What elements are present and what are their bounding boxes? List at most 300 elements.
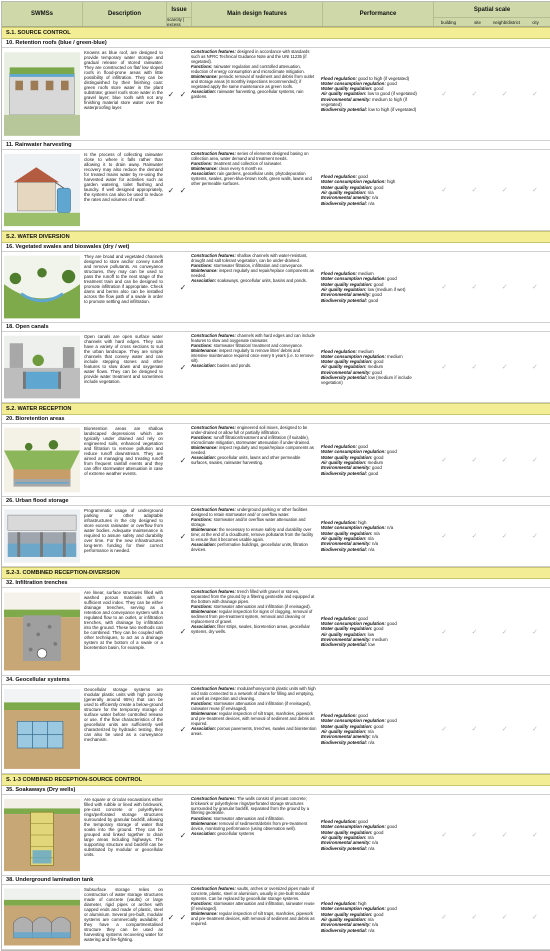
performance-item	[321, 201, 427, 206]
performance-item	[321, 642, 427, 647]
performance-key: Water consumption regulation:	[321, 80, 386, 86]
issue-cell	[165, 424, 189, 496]
performance-cell	[319, 795, 429, 875]
performance-value: good to high (if vegetated)	[356, 75, 410, 81]
spatial-city-check: ✓	[531, 187, 538, 194]
performance-value: good	[385, 824, 397, 830]
performance-value: n/a	[370, 541, 379, 547]
design-features	[189, 424, 319, 496]
performance-item	[321, 471, 427, 476]
soakaway-icon	[2, 795, 82, 875]
design-feature-value: stormwater filtration/ treatment and conveyance.	[212, 343, 303, 349]
spatial-scale-cell	[429, 685, 550, 773]
spatial-site-check: ✓	[471, 726, 478, 733]
spatial-neighb-check: ✓	[501, 91, 508, 98]
design-feature-value: regular inspection of silt traps, manholes, pipework and pre-treatment devices, with removal of sediment and debris as required.	[191, 910, 315, 926]
issue-excess-check: ✓	[179, 185, 187, 195]
performance-key: Flood regulation:	[321, 819, 357, 825]
issue-excess-check: ✓	[179, 912, 187, 922]
design-feature-value: rain gardens, geocellular units, phytodepuration systems, swales, green-blue-brown roofs, green walls, lawns and other permeable surfaces.	[191, 171, 312, 187]
flood-storage-icon	[2, 506, 82, 566]
design-feature-value: clean every 6 month ex.	[217, 166, 264, 172]
infiltration-trench-icon	[2, 588, 82, 675]
issue-scarcity-check	[165, 252, 177, 322]
design-feature-key: Maintenance:	[191, 268, 218, 274]
performance-cell	[319, 685, 429, 773]
geocellular-icon	[2, 685, 82, 773]
design-feature-value: designed in accordance with standards such as NFRC Technical Guidance Note and the UNI 11235 (if vegetated).	[191, 49, 310, 64]
spatial-city-check: ✓	[531, 832, 538, 839]
performance-key: Biodiversity potential:	[321, 200, 368, 206]
design-feature-key: Functions:	[191, 343, 213, 349]
design-feature-item	[191, 610, 317, 624]
performance-value: good	[372, 281, 384, 287]
performance-value: good	[385, 449, 397, 455]
design-feature-key: Maintenance:	[191, 348, 218, 354]
performance-key: Water consumption regulation:	[321, 824, 386, 830]
design-feature-key: Construction features:	[191, 589, 236, 594]
description-text: Open canals are open surface water channels with hard edges. They can have a variety of cross sections to suit the urban landscape. They are simple channels that convey water and can include stepping stones and other features to slow down and oxygenate water flows. They can be designed to provide water treatment and sometimes include vegetation.	[84, 334, 163, 385]
performance-value: n/a	[366, 536, 374, 541]
design-feature-item	[191, 797, 317, 816]
performance-value: medium	[356, 271, 374, 277]
performance-key: Water consumption regulation:	[321, 906, 386, 912]
design-feature-value: performative buildings, geocellular units, filtration devices.	[191, 541, 308, 552]
performance-key: Environmental amenity:	[321, 369, 371, 375]
performance-value: medium	[385, 353, 403, 359]
swmss-title: 38. Underground lamination tank	[2, 876, 550, 885]
spatial-scale-cell	[429, 332, 550, 402]
spatial-city-check: ✓	[531, 533, 538, 540]
description-text: Subsurface storage relies on construction of water storage structures made of concrete (vaults) or large diameter, rigid pipes or arches with capped ends and made of plastic, steel or aluminium. Several pre-built, modular systems are commercially available; if they have a compartmentalised structure they can be used as harvesting systems recovering water for watering and fire-fighting.	[84, 887, 163, 943]
lamination-tank-icon	[2, 885, 82, 949]
spatial-city-check: ✓	[531, 628, 538, 636]
performance-key: Water quality regulation:	[321, 829, 373, 835]
performance-value: medium	[356, 348, 374, 354]
performance-item	[321, 740, 427, 745]
design-feature-value: soakaways, geocellular units, basins and ponds.	[216, 278, 307, 284]
design-feature-key: Construction features:	[191, 507, 236, 512]
performance-key: Flood regulation:	[321, 615, 357, 621]
design-feature-value: stormwater filtration, infiltration and conveyance.	[212, 263, 304, 269]
performance-key: Air quality regulation:	[321, 835, 367, 840]
performance-key: Environmental amenity:	[321, 636, 371, 642]
spatial-building-check: ✓	[441, 832, 448, 839]
spatial-building-check: ✓	[441, 726, 448, 733]
issue-cell	[165, 685, 189, 773]
green-roof-icon	[2, 48, 82, 140]
performance-key: Flood regulation:	[321, 444, 357, 450]
design-feature-key: Functions:	[191, 603, 213, 609]
spatial-city-check: ✓	[531, 364, 538, 371]
design-feature-key: Construction features:	[191, 686, 236, 691]
section-header: S.1. SOURCE CONTROL	[2, 27, 550, 39]
performance-key: Biodiversity potential:	[321, 297, 368, 303]
design-feature-value: channels with hard edges and can include features to slow and oxygenate rainwater.	[191, 333, 316, 343]
design-feature-item	[191, 912, 317, 926]
performance-value: n/a	[367, 739, 375, 745]
design-feature-value: filter strips, swales, bioretention areas, geocellular systems, dry wells.	[191, 623, 310, 634]
performance-cell	[319, 150, 429, 230]
design-features	[189, 885, 319, 949]
performance-key: Air quality regulation:	[321, 729, 367, 734]
performance-key: Environmental amenity:	[321, 96, 371, 102]
swmss-title: 11. Rainwater harvesting	[2, 141, 550, 150]
performance-value: good	[356, 444, 368, 450]
performance-value: good	[372, 184, 384, 190]
issue-scarcity-check: ✓	[167, 89, 175, 99]
performance-key: Air quality regulation:	[321, 631, 367, 637]
design-feature-item	[191, 456, 317, 466]
design-feature-value: shallow channels with water-resistant, drought and salt tolerant vegetation, can be under-drained.	[191, 253, 308, 263]
issue-excess-check: ✓	[179, 455, 187, 465]
performance-value: good	[367, 297, 379, 303]
performance-key: Air quality regulation:	[321, 536, 367, 541]
performance-item	[321, 846, 427, 851]
performance-value: high	[385, 179, 396, 185]
description-text: Are square or circular excavations either filled with rubble or lined with brickwork, pre-cast concrete or polyethylene rings/perforated storage structures surrounded by granular backfill, allowing the temporary storage of water that soaks into the ground. They can be grouped and linked together to drain large areas including highways. The supporting structure and backfill can be substituted by modular or geocellular units.	[84, 797, 163, 858]
performance-value: n/a	[367, 546, 375, 552]
design-feature-value: engineered soil mixes, designed to be under-drained or allow full or partially infiltration.	[191, 425, 308, 435]
design-feature-key: Association:	[191, 278, 217, 284]
table-row	[2, 48, 550, 141]
design-feature-value: periodic removal of sediment and debris from outlet and storage areas (6 monthly inspections recommended); if vegetated apply the same maintenance as green roofs.	[191, 73, 315, 89]
spatial-neighb-check: ✓	[501, 726, 508, 733]
design-feature-key: Maintenance:	[191, 910, 218, 916]
header-issue	[167, 2, 192, 26]
performance-value: low to high (if vegetated)	[367, 107, 417, 113]
performance-key: Flood regulation:	[321, 713, 357, 719]
performance-cell	[319, 424, 429, 496]
performance-cell	[319, 885, 429, 949]
design-features	[189, 252, 319, 322]
performance-value: good	[356, 615, 368, 621]
performance-key: Water consumption regulation:	[321, 525, 386, 531]
header-spatial-building: building	[440, 19, 457, 25]
design-feature-key: Association:	[191, 725, 217, 731]
performance-key: Environmental amenity:	[321, 734, 371, 740]
performance-key: Environmental amenity:	[321, 292, 371, 298]
spatial-building-check: ✓	[441, 457, 448, 464]
performance-key: Water quality regulation:	[321, 911, 373, 917]
performance-value: good	[370, 465, 382, 471]
performance-value: good	[385, 906, 397, 912]
performance-item	[321, 97, 427, 108]
spatial-building-check: ✓	[441, 364, 448, 371]
design-feature-key: Construction features:	[191, 425, 236, 430]
issue-cell	[165, 150, 189, 230]
issue-cell	[165, 48, 189, 140]
design-feature-value: runoff filtration/treatment and infiltration (if suitable), microclimate mitigation, stormwater attenuation if under-drained.	[191, 435, 311, 445]
spatial-neighb-check: ✓	[501, 457, 508, 464]
performance-value: good	[372, 454, 384, 460]
table-header	[2, 2, 550, 27]
performance-key: Flood regulation:	[321, 75, 357, 81]
performance-key: Environmental amenity:	[321, 922, 371, 928]
performance-value: good	[372, 86, 384, 92]
design-feature-value: modular/honeycomb plastic units with high void ratio connected to a network of drains for filling and emptying, as well as inspection and cleaning.	[191, 686, 316, 701]
design-feature-value: inspect regularly and repair/replace components as needed.	[191, 268, 314, 279]
spatial-site-check: ✓	[471, 533, 478, 540]
design-feature-key: Maintenance:	[191, 710, 218, 716]
performance-value: good	[370, 369, 382, 375]
design-features	[189, 795, 319, 875]
design-feature-key: Association:	[191, 171, 217, 177]
issue-scarcity-check	[165, 424, 177, 496]
design-feature-value: geocellular systems	[216, 830, 255, 836]
design-feature-item	[191, 279, 317, 284]
spatial-scale-cell	[429, 588, 550, 675]
spatial-site-check: ✓	[471, 364, 478, 371]
table-row	[2, 588, 550, 676]
design-feature-item	[191, 727, 317, 737]
spatial-city-check: ✓	[531, 914, 538, 921]
performance-value: good	[385, 718, 397, 724]
performance-value: good	[372, 359, 384, 365]
description-text: Programmatic usage of underground parking or other adaptable infrastructures in the city designed to store excess rainwater or overflow from water bodies. Adequate maintenance is required to assure safety and durability over time. For the new infrastructures long-term funding for their correct performance is needed.	[84, 508, 163, 554]
design-feature-value: inspect regularly and repair/replace components as needed.	[191, 445, 314, 455]
description-text: Is the process of collecting rainwater close to where it falls rather than allowing it to drain away. Rainwater recovery may also reduce the demand for treated mains water by re-using the harvested water for activities such as garden watering, toilet flushing and laundry. If well designed appropriately, the systems can also be used to reduce the rates and volumes of runoff.	[84, 152, 163, 203]
design-feature-value: treatment and collection of rainwater.	[212, 161, 283, 167]
design-feature-key: Association:	[191, 830, 217, 836]
spatial-site-check: ✓	[471, 628, 478, 636]
issue-cell	[165, 332, 189, 402]
performance-item	[321, 375, 427, 386]
performance-key: Air quality regulation:	[321, 190, 367, 195]
table-row	[2, 252, 550, 323]
design-feature-key: Maintenance:	[191, 609, 218, 615]
design-feature-value: vaults, arches or oversized pipes made of concrete, plastic, steel or aluminium, usually in pre-built modular systems. Can be replaced by geocellular storage systems.	[191, 886, 315, 901]
performance-value: n/a	[370, 195, 379, 201]
performance-value: n/a	[370, 734, 379, 740]
design-feature-key: Functions:	[191, 700, 213, 706]
swmss-title: 18. Open canals	[2, 323, 550, 332]
issue-cell	[165, 588, 189, 675]
description-text: They are broad and vegetated channels designed to store and/or convey runoff and remove pollutants. As conveyance structures, they may can be used to pass the runoff to the next stage of the treatment train and can be designed to promote infiltration if appropriate. Check dams and berms also can be installed across the flow path of a swale in order to promote settling and infiltration.	[84, 254, 163, 305]
header-performance: Performance	[323, 2, 434, 26]
spatial-building-check: ✓	[441, 187, 448, 194]
open-canal-icon	[2, 332, 82, 402]
issue-excess-check: ✓	[179, 531, 187, 541]
design-features	[189, 48, 319, 140]
performance-value: medium	[366, 364, 384, 370]
design-feature-key: Functions:	[191, 435, 213, 441]
design-feature-key: Association:	[191, 363, 217, 369]
design-feature-value: basins and ponds.	[216, 363, 252, 369]
performance-value: high	[356, 520, 367, 526]
design-feature-value: removal of sediments/debris from pre-treatment device, monitoring performance (using observation well).	[191, 820, 308, 831]
issue-scarcity-check	[165, 506, 177, 566]
performance-value: good	[372, 723, 384, 729]
performance-key: Air quality regulation:	[321, 287, 367, 292]
design-feature-value: regular inspection for signs of clogging, removal of sediment from pre-treatment system, removal and cleaning or replacement of gravel.	[191, 609, 313, 624]
performance-key: Water quality regulation:	[321, 184, 373, 190]
section-header: S.2. WATER DIVERSION	[2, 231, 550, 243]
design-feature-key: Construction features:	[191, 49, 236, 54]
design-feature-key: Functions:	[191, 161, 213, 167]
performance-value: medium to high (if vegetated)	[321, 96, 407, 107]
swmss-title: 16. Vegetated swales and bioswales (dry / wet)	[2, 243, 550, 252]
design-feature-value: inspect regularly to remove litter/ debris and intensive maintenance required once every 5 years (i.e. to remove silt).	[191, 348, 314, 363]
spatial-neighb-check: ✓	[501, 533, 508, 540]
performance-value: n/a	[366, 835, 374, 840]
performance-key: Flood regulation:	[321, 520, 357, 526]
performance-key: Air quality regulation:	[321, 917, 367, 922]
design-feature-key: Maintenance:	[191, 820, 218, 826]
performance-value: low	[367, 642, 375, 648]
performance-key: Flood regulation:	[321, 901, 357, 907]
performance-value: good	[356, 713, 368, 719]
design-feature-value: stormwater and/or overflow water attenuation and storage.	[191, 517, 306, 527]
spatial-neighb-check: ✓	[501, 284, 508, 291]
header-spatial-city: city	[532, 19, 539, 25]
design-feature-value: The walls consist of precast concrete; brickwork or polyethylene rings/perforated storage structures surrounded by granular backfill, separated from the ground by a filtering geotextile.	[191, 796, 310, 816]
design-features	[189, 150, 319, 230]
design-feature-item	[191, 364, 317, 369]
section-header: S.2-3. COMBINED RECEPTION-DIVERSION	[2, 567, 550, 579]
spatial-city-check: ✓	[531, 284, 538, 291]
design-feature-key: Maintenance:	[191, 445, 218, 451]
design-feature-item	[191, 543, 317, 553]
description-text: Knowns as blue roof, are designed to provide temporary water storage and gradual release of stored rainwater. They are constructed on flat/ low sloped roofs in flood-prone areas with little possibility of infiltration. They can be distinguished by their finishing coat: green roofs store water in the plant substrate; gravel roofs store water in the gravel layer; blue roofs with not any finishing material store water over the waterproofing layer.	[84, 50, 163, 111]
rainwater-tank-icon	[2, 150, 82, 230]
design-feature-item	[191, 832, 317, 837]
performance-cell	[319, 48, 429, 140]
design-feature-item	[191, 528, 317, 542]
design-feature-value: porous pavements, trenches, swales and bioretention areas.	[191, 725, 317, 736]
issue-excess-check: ✓	[179, 830, 187, 840]
performance-key: Water consumption regulation:	[321, 276, 386, 282]
performance-value: good	[372, 829, 384, 835]
swmss-table	[1, 1, 550, 951]
design-feature-key: Construction features:	[191, 333, 236, 338]
design-feature-value: series of elements designed basing on collection area, water demand and treatment needs.	[191, 151, 309, 161]
design-feature-key: Functions:	[191, 63, 213, 69]
performance-key: Environmental amenity:	[321, 195, 371, 201]
performance-item	[321, 107, 427, 112]
performance-key: Biodiversity potential:	[321, 642, 368, 648]
header-spatial-scale	[434, 2, 550, 26]
performance-cell	[319, 506, 429, 566]
performance-key: Water consumption regulation:	[321, 353, 386, 359]
issue-cell	[165, 506, 189, 566]
performance-cell	[319, 588, 429, 675]
spatial-scale-cell	[429, 150, 550, 230]
performance-value: low (medium if wet)	[366, 287, 406, 292]
design-feature-value: stormwater attenuation and infiltration (if envisaged).	[212, 603, 311, 609]
performance-key: Water quality regulation:	[321, 281, 373, 287]
performance-value: n/a	[367, 845, 375, 851]
design-feature-key: Association:	[191, 623, 217, 629]
design-feature-item	[191, 687, 317, 701]
issue-scarcity-check	[165, 588, 177, 675]
spatial-city-check: ✓	[531, 457, 538, 464]
table-row	[2, 885, 550, 950]
design-feature-value: stormwater attenuation and infiltration, rainwater reuse (if envisaged).	[191, 900, 315, 911]
performance-key: Water quality regulation:	[321, 454, 373, 460]
design-feature-value: rainwater harvesting, geocellular systems, rain gardens.	[191, 88, 304, 99]
spatial-scale-cell	[429, 252, 550, 322]
description-text: Bioretention areas are shallow landscaped depressions which are typically under drained and rely on engineered soils, enhanced vegetation and filtration to remove pollution and reduce runoff downstream. They are aimed at managing and treating runoff from frequent rainfall events and they can offer stormwater attenuation in case of extreme weather events.	[84, 426, 163, 477]
performance-key: Environmental amenity:	[321, 541, 371, 547]
design-feature-key: Functions:	[191, 263, 213, 269]
performance-value: n/a	[366, 729, 374, 734]
performance-key: Air quality regulation:	[321, 91, 367, 97]
performance-key: Biodiversity potential:	[321, 739, 368, 745]
swmss-title: 34. Geocellular systems	[2, 676, 550, 685]
performance-value: good	[356, 174, 368, 180]
design-feature-item	[191, 75, 317, 89]
design-feature-key: Maintenance:	[191, 527, 218, 533]
performance-value: low (medium if include vegetation)	[321, 374, 412, 386]
performance-key: Flood regulation:	[321, 348, 357, 354]
design-feature-value: stormwater attenuation and infiltration (if envisaged), rainwater reuse (if envisaged).	[191, 700, 311, 711]
swmss-title: 20. Bioretention areas	[2, 415, 550, 424]
performance-key: Biodiversity potential:	[321, 107, 368, 113]
spatial-city-check: ✓	[531, 91, 538, 98]
spatial-building-check: ✓	[441, 628, 448, 636]
performance-key: Biodiversity potential:	[321, 470, 368, 476]
issue-excess-check: ✓	[179, 362, 187, 372]
performance-value: good	[385, 276, 397, 282]
spatial-scale-cell	[429, 424, 550, 496]
design-feature-key: Functions:	[191, 517, 213, 523]
bioretention-icon	[2, 424, 82, 496]
header-description: Description	[83, 2, 167, 26]
swmss-title: 26. Urban flood storage	[2, 497, 550, 506]
performance-value: low	[366, 631, 375, 637]
header-issue-sub: scarcity | excess	[167, 17, 185, 27]
design-feature-key: Association:	[191, 88, 217, 94]
section-header: S. 1-3 COMBINED RECEPTION-SOURCE CONTROL	[2, 774, 550, 786]
performance-item	[321, 928, 427, 933]
performance-key: Water quality regulation:	[321, 86, 373, 92]
header-main-design: Main design features	[192, 2, 323, 26]
performance-value: good	[385, 80, 397, 86]
design-features	[189, 332, 319, 402]
header-spatial-neighb: neighb/district	[492, 19, 521, 25]
performance-value: n/a	[366, 190, 374, 195]
performance-value: n/a	[385, 525, 394, 531]
spatial-site-check: ✓	[471, 187, 478, 194]
performance-key: Water quality regulation:	[321, 626, 373, 632]
performance-value: n/a	[367, 927, 375, 933]
table-row	[2, 150, 550, 231]
performance-key: Water consumption regulation:	[321, 718, 386, 724]
performance-value: low to good (if vegetated)	[366, 91, 417, 97]
design-feature-key: Construction features:	[191, 253, 236, 258]
performance-key: Environmental amenity:	[321, 840, 371, 846]
header-issue-label: Issue	[171, 6, 187, 13]
performance-value: n/a	[372, 530, 380, 536]
performance-value: medium	[366, 460, 384, 465]
table-row	[2, 424, 550, 497]
performance-value: high	[356, 901, 367, 907]
design-feature-value: geocellular units, lawns and other permeable surfaces, swales, rainwater harvesting.	[191, 455, 301, 465]
table-body	[2, 27, 550, 950]
issue-scarcity-check	[165, 332, 177, 402]
header-spatial-label: Spatial scale	[473, 6, 511, 13]
table-row	[2, 332, 550, 403]
design-feature-value: regular inspection of silt traps, manholes, pipework and pre-treatment devices, with removal of sediment and debris as required.	[191, 710, 315, 726]
design-feature-item	[191, 349, 317, 363]
spatial-building-check: ✓	[441, 914, 448, 921]
issue-scarcity-check	[165, 795, 177, 875]
spatial-site-check: ✓	[471, 284, 478, 291]
performance-value: good	[385, 620, 397, 626]
performance-value: good	[372, 626, 384, 632]
issue-excess-check: ✓	[179, 282, 187, 292]
